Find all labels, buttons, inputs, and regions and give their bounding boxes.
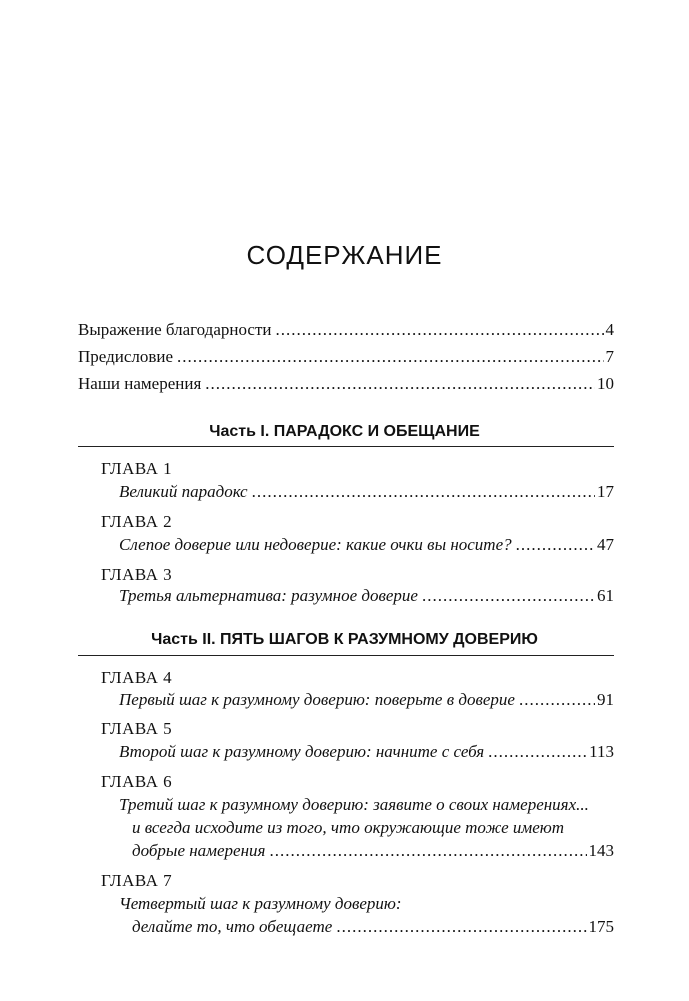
chapter-page: 17: [597, 482, 614, 501]
dot-leader: [177, 347, 603, 367]
toc-entry-chapter-6[interactable]: [132, 841, 614, 861]
dot-leader: [252, 482, 595, 502]
toc-entry-label: Предисловие: [78, 347, 174, 366]
chapter-title: Слепое доверие или недоверие: какие очки вы носите?: [119, 535, 512, 554]
part-divider: [78, 446, 614, 447]
dot-leader: [269, 841, 586, 861]
part-heading-2: Часть II. ПЯТЬ ШАГОВ К РАЗУМНОМУ ДОВЕРИЮ: [151, 631, 538, 648]
dot-leader: [275, 320, 603, 340]
chapter-label-1: ГЛАВА 1: [101, 459, 173, 478]
part-divider: [78, 655, 614, 656]
chapter-label-6: ГЛАВА 6: [101, 772, 173, 791]
chapter-page: 113: [589, 742, 614, 761]
chapter-label-4: ГЛАВА 4: [101, 668, 173, 687]
toc-entry-intentions[interactable]: [78, 374, 614, 394]
chapter-label-3: ГЛАВА 3: [101, 565, 173, 584]
toc-entry-page: 7: [605, 347, 614, 366]
chapter-label-5: ГЛАВА 5: [101, 719, 173, 738]
chapter-title: делайте то, что обещаете: [132, 917, 333, 936]
dot-leader: [336, 917, 586, 937]
chapter-title-line[interactable]: Четвертый шаг к разумному доверию:: [119, 894, 402, 913]
toc-entry-page: 4: [605, 320, 614, 339]
chapter-title: добрые намерения: [132, 841, 266, 860]
toc-entry-chapter-5[interactable]: [119, 742, 614, 762]
dot-leader: [422, 586, 595, 606]
chapter-page: 143: [588, 841, 614, 860]
toc-entry-chapter-4[interactable]: [119, 690, 614, 710]
toc-entry-chapter-1[interactable]: [119, 482, 614, 502]
chapter-title: Второй шаг к разумному доверию: начните с себя: [119, 742, 485, 761]
toc-entry-acknowledgements[interactable]: [78, 320, 614, 340]
toc-entry-page: 10: [597, 374, 614, 393]
chapter-title-line[interactable]: и всегда исходите из того, что окружающие тоже имеют: [132, 818, 565, 837]
dot-leader: [519, 690, 595, 710]
dot-leader: [488, 742, 587, 762]
toc-entry-chapter-2[interactable]: [119, 535, 614, 555]
toc-entry-label: Наши намерения: [78, 374, 202, 393]
chapter-page: 91: [597, 690, 614, 709]
part-heading-1: Часть I. ПАРАДОКС И ОБЕЩАНИЕ: [209, 423, 480, 440]
toc-entry-label: Выражение благодарности: [78, 320, 272, 339]
chapter-title-line[interactable]: Третий шаг к разумному доверию: заявите о своих намерениях...: [119, 795, 589, 814]
chapter-page: 47: [597, 535, 614, 554]
toc-entry-preface[interactable]: [78, 347, 614, 367]
chapter-title: Великий парадокс: [119, 482, 248, 501]
toc-entry-chapter-7[interactable]: [132, 917, 614, 937]
chapter-page: 61: [597, 586, 614, 605]
page-title: СОДЕРЖАНИЕ: [246, 240, 443, 270]
toc-entry-chapter-3[interactable]: [119, 586, 614, 606]
chapter-title: Третья альтернатива: разумное доверие: [119, 586, 418, 605]
chapter-title: Первый шаг к разумному доверию: поверьте в доверие: [119, 690, 515, 709]
chapter-label-7: ГЛАВА 7: [101, 871, 173, 890]
chapter-page: 175: [588, 917, 614, 936]
chapter-label-2: ГЛАВА 2: [101, 512, 173, 531]
dot-leader: [205, 374, 595, 394]
dot-leader: [516, 535, 595, 555]
